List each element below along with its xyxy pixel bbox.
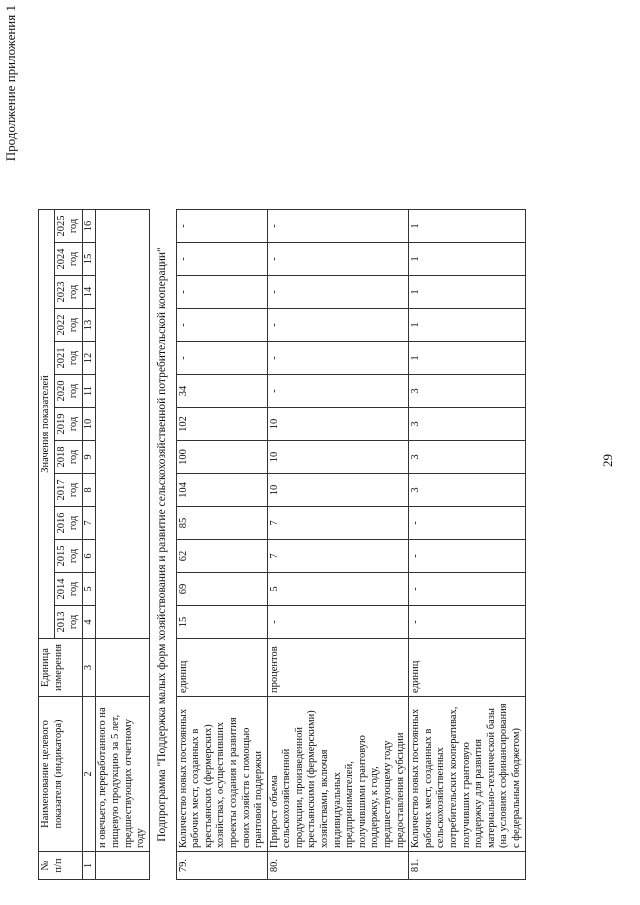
column-index: 4	[82, 606, 96, 639]
value-cell: -	[267, 342, 409, 375]
value-cell: 1	[409, 309, 525, 342]
header-unit: Единица измерения	[39, 639, 83, 697]
column-index: 5	[82, 573, 96, 606]
page-number: 29	[600, 454, 615, 467]
value-cell: -	[176, 276, 267, 309]
value-cell: 85	[176, 507, 267, 540]
value-cell: -	[267, 375, 409, 408]
value-cell: 1	[409, 342, 525, 375]
subprogram-row	[149, 210, 176, 880]
column-index: 9	[82, 441, 96, 474]
row-number: 80.	[267, 852, 409, 880]
value-cell: -	[267, 276, 409, 309]
value-cell: 100	[176, 441, 267, 474]
value-cell: -	[409, 540, 525, 573]
column-index: 15	[82, 243, 96, 276]
header-values-group: Значения показателей	[39, 210, 55, 639]
value-cell: 3	[409, 474, 525, 507]
indicator-name: Количество новых постоянных рабочих мест, созданных в крестьянских (фермерских) хозяйствах, осуществивших проекты создания и развития своих хозяйств с помощью грантовой поддержки	[176, 697, 267, 852]
value-cell: 62	[176, 540, 267, 573]
header-year: 2017 год	[54, 474, 82, 507]
column-index: 7	[82, 507, 96, 540]
header-year: 2020 год	[54, 375, 82, 408]
column-index: 13	[82, 309, 96, 342]
value-cell: -	[267, 606, 409, 639]
value-cell: -	[267, 210, 409, 243]
value-cell: -	[267, 309, 409, 342]
value-cell: 10	[267, 441, 409, 474]
value-cell: 3	[409, 408, 525, 441]
column-index: 1	[82, 852, 96, 880]
value-cell: -	[267, 243, 409, 276]
value-cell: -	[176, 309, 267, 342]
header-year: 2013 год	[54, 606, 82, 639]
value-cell: -	[409, 507, 525, 540]
indicator-name: Прирост объема сельскохозяйственной продукции, произведенной крестьянскими (фермерскими) хозяйствами, включая индивидуальных предпринимателей, получившими грантовую поддержку, к году, предшествующему году предоставления субсидии	[267, 697, 409, 852]
value-cell: 1	[409, 276, 525, 309]
value-cell: -	[176, 342, 267, 375]
header-row-1	[39, 210, 55, 880]
header-year: 2022 год	[54, 309, 82, 342]
unit-cell: единиц	[176, 639, 267, 697]
indicators-table	[38, 209, 526, 880]
column-index: 12	[82, 342, 96, 375]
continuation-note: Продолжение приложения 1	[3, 5, 18, 162]
value-cell: -	[409, 606, 525, 639]
header-year: 2025 год	[54, 210, 82, 243]
value-cell: 1	[409, 243, 525, 276]
column-index: 8	[82, 474, 96, 507]
column-index: 14	[82, 276, 96, 309]
value-cell: 7	[267, 507, 409, 540]
table-row	[409, 210, 525, 880]
value-cell: 102	[176, 408, 267, 441]
header-name: Наименование целевого показателя (индикатора)	[39, 697, 83, 852]
header-year: 2019 год	[54, 408, 82, 441]
value-cell: 104	[176, 474, 267, 507]
value-cell: 34	[176, 375, 267, 408]
header-year: 2021 год	[54, 342, 82, 375]
column-index: 11	[82, 375, 96, 408]
value-cell: 3	[409, 441, 525, 474]
value-cell: -	[176, 210, 267, 243]
header-num: № п/п	[39, 852, 83, 880]
subprogram-title: Подпрограмма "Поддержка малых форм хозяйствования и развитие сельскохозяйственной потребительской кооперации"	[149, 210, 176, 880]
row-number: 81.	[409, 852, 525, 880]
header-year: 2015 год	[54, 540, 82, 573]
header-year: 2016 год	[54, 507, 82, 540]
value-cell: 10	[267, 408, 409, 441]
header-year: 2018 год	[54, 441, 82, 474]
unit-cell: процентов	[267, 639, 409, 697]
indicator-name: Количество новых постоянных рабочих мест, созданных в сельскохозяйственных потребительских кооперативах, получивших грантовую поддержку для развития материально-технической базы (на условиях софинансирования с федеральным бюджетом)	[409, 697, 525, 852]
column-index: 16	[82, 210, 96, 243]
value-cell: 15	[176, 606, 267, 639]
value-cell: 7	[267, 540, 409, 573]
column-index: 2	[82, 697, 96, 852]
value-cell: 10	[267, 474, 409, 507]
table-row	[267, 210, 409, 880]
table-row	[176, 210, 267, 880]
row-number: 79.	[176, 852, 267, 880]
column-index: 10	[82, 408, 96, 441]
column-index-row	[82, 210, 96, 880]
value-cell: 3	[409, 375, 525, 408]
header-year: 2014 год	[54, 573, 82, 606]
value-cell: 1	[409, 210, 525, 243]
value-cell: 5	[267, 573, 409, 606]
column-index: 6	[82, 540, 96, 573]
header-year: 2024 год	[54, 243, 82, 276]
header-year: 2023 год	[54, 276, 82, 309]
carry-over-row	[96, 210, 149, 880]
value-cell: -	[176, 243, 267, 276]
value-cell: 69	[176, 573, 267, 606]
value-cell: -	[409, 573, 525, 606]
column-index: 3	[82, 639, 96, 697]
unit-cell: единиц	[409, 639, 525, 697]
carry-over-text: и овечьего, переработанного на пищевую продукцию за 5 лет, предшествующих отчетному году	[96, 697, 149, 852]
